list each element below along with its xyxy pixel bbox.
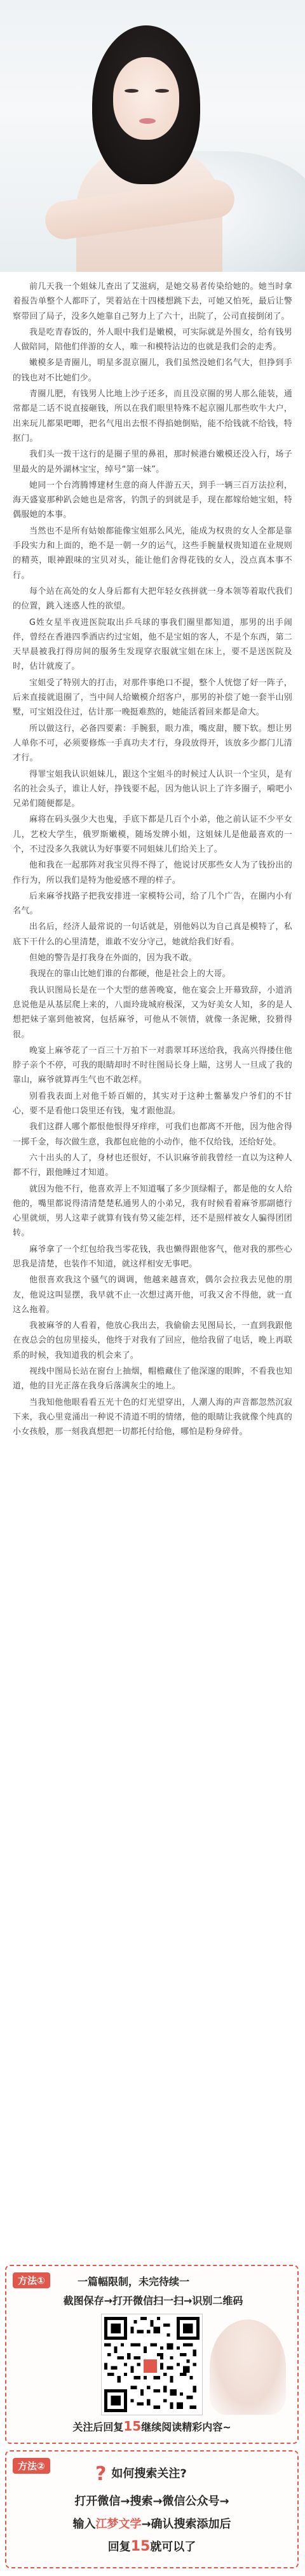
article-paragraph: G姓女星半夜进医院取出乒乓球的事我们圈里都知道，那男的出手闹伴，曾经在香港四季酒店约过宝姐，他不是宝姐的客人，不是个东西，第二天早晨被我打得房间的服务生发现穿衣服就宝姐在床上，要不是送医院及时，估计就废了。 <box>13 617 292 672</box>
account-name: 江梦文学 <box>95 2518 142 2531</box>
article-paragraph: 他很喜欢我这个骚气的调调，他越来越喜欢，偶尔会拉我去见他的朋友，他说这叫显摆，我早就不止一次想过离开他，可我又舍不得他，就一直这么拖着。 <box>13 1275 292 1315</box>
search-step-2-prefix: 输入 <box>72 2518 96 2531</box>
continued-notice: 一篇幅限制，未完待续一 <box>78 2276 190 2288</box>
search-question-text: 如何搜索关注? <box>111 2467 187 2481</box>
reply-instruction <box>6 2418 297 2434</box>
article-paragraph: 六十出头的人了，身材也还很好，不认识麻爷前我曾经一直以为这种人都不行，跟他睡过才知道。 <box>13 1153 292 1178</box>
hero-figure-eye-right <box>155 89 169 93</box>
question-mark-icon: ? <box>95 2463 107 2485</box>
qr-code[interactable] <box>102 2314 202 2415</box>
search-step-3 <box>6 2538 297 2554</box>
search-step-3-suffix: 就可以了 <box>150 2540 196 2554</box>
search-step-3-prefix: 回复 <box>107 2540 131 2554</box>
hero-figure-face <box>113 57 179 140</box>
method-2-tag: 方法② <box>13 2458 50 2474</box>
article-body <box>0 272 305 1440</box>
article-paragraph: 麻爷拿了一个红包给我当零花钱，我也懒得跟他客气，他对我的那些心思我是清楚，也装作不知道，就这样相安无事吧。 <box>13 1244 292 1269</box>
article-paragraph: 但她的警告是打我身在外面的，因为我不敢。 <box>29 953 198 963</box>
reply-code-2: 15 <box>130 2539 151 2554</box>
reply-instruction-prefix: 关注后回复 <box>72 2421 124 2433</box>
article-paragraph: 她同一个台湾腾博建材生意的商人伴游五天，到手一辆三百万法拉利，海天盛宴那种趴会她也是常客，钓凯子的到就是手，现在都嫁给她宝姐，特偶服她的本事。 <box>13 480 292 520</box>
reply-instruction-suffix: 继续阅读精彩内容~ <box>141 2421 231 2433</box>
scan-instructions: 截图保存→打开微信扫一扫→识别二维码 <box>63 2295 243 2307</box>
article-paragraph: 宝姐受了特别大的打击，对那件事绝口不提，整个人恍惚了好一阵子，后来直接就退圈了，当中间人给嫩模介绍客户，那男的补偿了她一套半山别墅，可宝姐没住过，估计那一晚挺难熬的，她能活着回来都是命大。 <box>13 678 292 718</box>
article-paragraph: 嫩模多是青圈儿，明星多混京圈儿，我们虽然没她们名气大，但挣到手的钱也对不比她们少。 <box>13 358 292 383</box>
article-paragraph: 他和我在一起那阵对我宝贝得不得了，他说讨厌那些女人为了钱扮出的作行为，所以我们是特为他爱感不理的样子。 <box>13 861 292 885</box>
article-paragraph: 就因为他不行，他喜欢弄上不知道嘱了多少顶绿帽子，都是他的女人给他的，嘴里都说得清清楚楚私通男人的小弟兄，我有时候看着麻爷那副德行心里就烦，男人这辈子就算有钱有势又能怎样，还不是照样被女人骗得团团转。 <box>13 1184 292 1238</box>
hero-image <box>0 0 305 272</box>
article-paragraph: 得罪宝姐我认识姐妹儿，跟这个宝姐斗的时候过人认识一个宝贝，是有名的社会头子，谁让人好，挣钱要不起，因为他认识上了许多圈子，嗬吧小兄弟们随便都是。 <box>13 769 292 809</box>
search-step-2-suffix: →确认搜索添加后 <box>141 2518 231 2531</box>
article-paragraph: 所以做这行，必备四要素：手腕狠，眼力准，嘴皮甜，腰下软。想让男人单你不可，必须要修炼一手真功夫才行，身段放得开，该放多少都门儿清才行。 <box>13 723 292 763</box>
article-paragraph: 出名后，经济人最常说的一句话就是，别他妈以为自己真是模特了，私底下干什么的心里清楚，谁敢不安分守己，她就给我们好看。 <box>13 922 292 947</box>
article-paragraph: 后来麻爷找路子把我安排进一家模特公司，给了几个广告，在圈内小有名气。 <box>13 891 292 916</box>
hero-figure-eye-left <box>125 89 139 93</box>
article-paragraph: 前几天我一个姐妹儿查出了艾滋病，是她交易者传染给她的。她当时拿着报告单整个人都吓了，哭着站在十四楼想跳下去，可她又怕死，最后让警察带回了局子，没多久她靠自己努力上了六十，出院了，公司直接倒闭了。 <box>13 282 292 321</box>
method-1-tag: 方法① <box>13 2272 50 2288</box>
article-paragraph: 当我知他他眼看看五光十色的灯光望穿出，人潮人海的声音都忽然沉寂下来，我心里竟涌出一种说不清道不明的情绪，他的眼睛让我就像个纯真的小女孩般，那一刻我真想把一切都托付给他，哪怕是粉身碎骨。 <box>13 1397 292 1437</box>
promo-box-method-2 <box>5 2450 299 2568</box>
search-step-2 <box>6 2515 297 2532</box>
promo-box-method-1 <box>5 2265 299 2444</box>
qr-code-graphic <box>104 2317 200 2412</box>
article-paragraph: 晚宴上麻爷花了一百三十万拍下一对翡翠耳环送给我，我高兴得搂住他脖子亲个不停，可我的眼睛却时不时往图局长身上瞄，这男人一旦成了我的靠山，麻爷就算再生气也不敢怎样。 <box>13 1045 292 1085</box>
search-question <box>95 2463 187 2485</box>
article-paragraph: 麻将在码头强少大也鬼，手底下都是几百个小弟，他之前认证不少平女儿，艺校大学生，俄罗斯嫩模，随场发牌小姐，这姐妹儿是他最喜欢的一个，不过没多久我就认为好事要不同姐妹儿们给关上了。 <box>13 815 292 854</box>
article-paragraph: 青圈儿肥，有钱男人比地上沙子还多，而且没京圈的男人那么能装，通常都是二话不说直接砸钱，所以在我们眼里特殊不起京圈儿那些吹牛大户，出来玩儿都果吧唧，把名气甩出去恨不得掐她倒贴，能不给钱就不给钱，特抠门。 <box>13 389 292 443</box>
article-paragraph: 我们头一拨干这行的是圈子里的鼻祖，那时候港台嫩模还没入行，场子里最火的是外湖林宝宝，绰号“第一妹”。 <box>13 450 292 474</box>
reply-code: 15 <box>123 2418 142 2434</box>
article-paragraph: 我们这群人哪个都恨他恨得牙痒痒，可我们也都离不开他，因为他舍得一掷千金，每次做生意，我都包庇他的小动作，他不仅给钱，还给好处。 <box>13 1122 292 1147</box>
article-paragraph: 我现在的靠山比她们谁的台都硬，他是社会上的大哥。 <box>29 969 231 979</box>
article-paragraph: 每个站在高处的女人身后都有大把年轻女孩拼就一身本领等着取代我们的位置，跳入迷惑人性的欲望。 <box>13 586 292 612</box>
search-step-1: 打开微信→搜索→微信公众号→ <box>74 2495 229 2508</box>
article-paragraph: 我是吃青春饭的，外人眼中我们是嫩模，可实际就是外围女，给有钱男人做陪同，陪他们伴游的女人，唯一和模特沾边的也就是我们会的走秀。 <box>13 327 292 352</box>
article-paragraph: 视线中图局长站在窗台上抽烟，帽檐藏住了他深邃的眼眸，不看我也知道，他的目光正落在我身后落满灰尘的地上。 <box>13 1367 292 1392</box>
article-paragraph: 别看我表面上对他千娇百媚的，其实对于这种土鳖暴发户爷们的不甘心，要不是看他口袋里还有钱，鬼才跟他混。 <box>13 1091 292 1117</box>
article-paragraph: 当然也不是所有姑娘都能像宝姐那么风光，能成为权贵的女人全都是靠手段实力和上面的，绝不是一朝一夕的运气，这些手腕量权贵知道在业规则的精英，眼神跟味的宝贝对头，能让他们舍得花钱的女人，没点真本事不行。 <box>13 526 292 580</box>
promo-decorative-portrait <box>210 2319 286 2415</box>
article-paragraph: 我认识图局长是在一个大型的慈善晚宴，他在宴会上开幕致辞，小道消息说他是从基层爬上来的，八面玲珑城府极深，又为好美女人知，多的是人想把妹子塞到他被窝，包括麻爷，可他从不领情，就像一条泥鳅，狡猾得很。 <box>13 985 292 1040</box>
article-paragraph: 我被麻爷的人看着，他放心我出去，我偷偷去见图局长，一直到我跟他在夜总会的包房里接头，他终于对我有了回应，他给我留了电话，晚上再联系的时候，我知道我的机会来了。 <box>13 1321 292 1360</box>
hero-figure-lips <box>139 118 156 124</box>
